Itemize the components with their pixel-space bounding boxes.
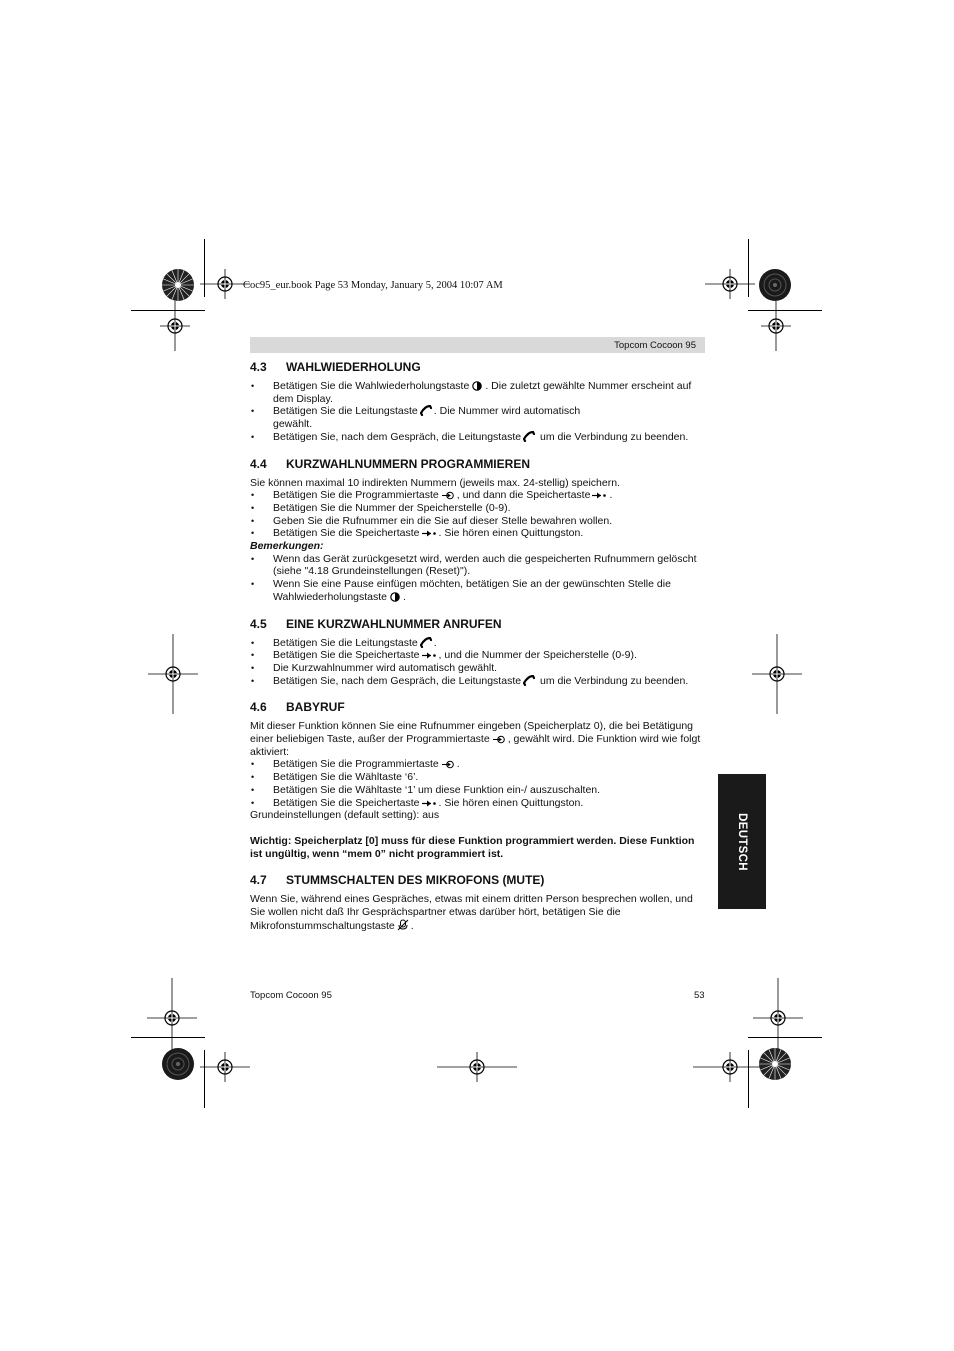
registration-mark-icon [753,978,803,1058]
footer-title: Topcom Cocoon 95 [250,990,332,1001]
list-item: • Wenn das Gerät zurückgesetzt wird, werden auch die gespeicherten Rufnummern gelöscht (siehe "4.18 Grundeinstellungen (Reset)"). [250,553,706,578]
language-tab: DEUTSCH [718,774,766,909]
section-heading: 4.6 BABYRUF [250,700,345,715]
page-number: 53 [694,990,705,1001]
list-item: • Betätigen Sie die Speichertaste . Sie hören einen Quittungston. [250,527,706,540]
line-phone-icon [420,637,432,648]
registration-mark-icon [693,1052,763,1082]
color-wheel-icon [758,1047,792,1081]
warning-note: Wichtig: Speicherplatz [0] muss für diese Funktion programmiert werden. Diese Funktion ist ungültig, wenn “mem 0” nicht programmiert ist. [250,834,695,860]
list-item: • Betätigen Sie die Nummer der Speicherstelle (0-9). [250,502,706,515]
default-setting: Grundeinstellungen (default setting): aus [250,809,440,822]
list-item: • Betätigen Sie, nach dem Gespräch, die Leitungstaste um die Verbindung zu beenden. [250,675,706,688]
line-phone-icon [523,675,535,686]
section-heading: 4.7 STUMMSCHALTEN DES MIKROFONS (MUTE) [250,873,545,888]
registration-mark-icon [200,1052,250,1082]
list-item: • Betätigen Sie die Speichertaste , und die Nummer der Speicherstelle (0-9). [250,649,706,662]
section-heading: 4.4 KURZWAHLNUMMERN PROGRAMMIEREN [250,456,530,471]
redial-icon [389,592,401,602]
section-4-3 [250,360,706,444]
list-item: • Betätigen Sie die Wähltaste ‘6’. [250,771,706,784]
memory-icon [422,529,437,538]
section-4-6 [250,700,706,860]
program-icon [441,491,455,500]
registration-mark-icon [148,634,198,714]
remarks-label: Bemerkungen: [250,540,324,553]
list-item: • Die Kurzwahlnummer wird automatisch gewählt. [250,662,706,675]
redial-icon [471,381,483,391]
registration-mark-icon [761,301,791,351]
list-item: • Betätigen Sie die Wahlwiederholungstaste . Die zuletzt gewählte Nummer erscheint auf dem Display. [250,380,706,405]
list-item: • Betätigen Sie, nach dem Gespräch, die Leitungstaste um die Verbindung zu beenden. [250,431,706,444]
paragraph: Mit dieser Funktion können Sie eine Rufnummer eingeben (Speicherplatz 0), die bei Betätigung einer beliebigen Taste, außer der Programmiertaste , gewählt wird. Die Funktion wird wie folgt aktiviert: [250,720,701,758]
section-4-4 [250,457,706,604]
registration-mark-icon [752,634,802,714]
list-item: • Betätigen Sie die Wähltaste ‘1’ um diese Funktion ein-/ auszuschalten. [250,784,706,797]
memory-icon [422,651,437,660]
registration-mark-icon [160,301,190,351]
list-item: • Betätigen Sie die Programmiertaste . [250,758,706,771]
registration-mark-icon [147,978,197,1058]
list-item: • Betätigen Sie die Speichertaste . Sie hören einen Quittungston. [250,797,706,810]
registration-mark-icon [437,1052,517,1082]
section-4-5 [250,617,706,688]
program-icon [492,735,506,744]
registration-mark-icon [705,269,755,299]
book-info-line: Coc95_eur.book Page 53 Monday, January 5, 2004 10:07 AM [243,280,503,291]
header-title: Topcom Cocoon 95 [614,340,696,351]
memory-icon [422,799,437,808]
list-item: • Betätigen Sie die Leitungstaste . Die Nummer wird automatisch gewählt. [250,405,706,430]
main-content [250,360,706,946]
section-heading: 4.5 EINE KURZWAHLNUMMER ANRUFEN [250,616,502,631]
line-phone-icon [523,431,535,442]
list-item: • Betätigen Sie die Leitungstaste . [250,637,706,650]
section-heading: 4.3 WAHLWIEDERHOLUNG [250,360,421,374]
program-icon [441,760,455,769]
color-wheel-icon [161,1047,195,1081]
list-item: • Betätigen Sie die Programmiertaste , und dann die Speichertaste . [250,489,706,502]
memory-icon [592,491,607,500]
mute-icon [397,919,409,931]
section-4-7 [250,873,706,932]
paragraph: Sie können maximal 10 indirekten Nummern (jeweils max. 24-stellig) speichern. [250,476,620,489]
paragraph: Wenn Sie, während eines Gespräches, etwas mit einem dritten Person besprechen wollen, und Sie wollen nicht daß Ihr Gesprächspartner etwas darüber hört, betätigen Sie die Mikrofonstummschaltungstaste . [250,893,693,932]
color-wheel-icon [758,268,792,302]
list-item: • Geben Sie die Rufnummer ein die Sie auf dieser Stelle bewahren wollen. [250,515,706,528]
line-phone-icon [420,405,432,416]
color-wheel-icon [161,268,195,302]
list-item: • Wenn Sie eine Pause einfügen möchten, betätigen Sie an der gewünschten Stelle die Wahlwiederholungstaste . [250,578,706,603]
